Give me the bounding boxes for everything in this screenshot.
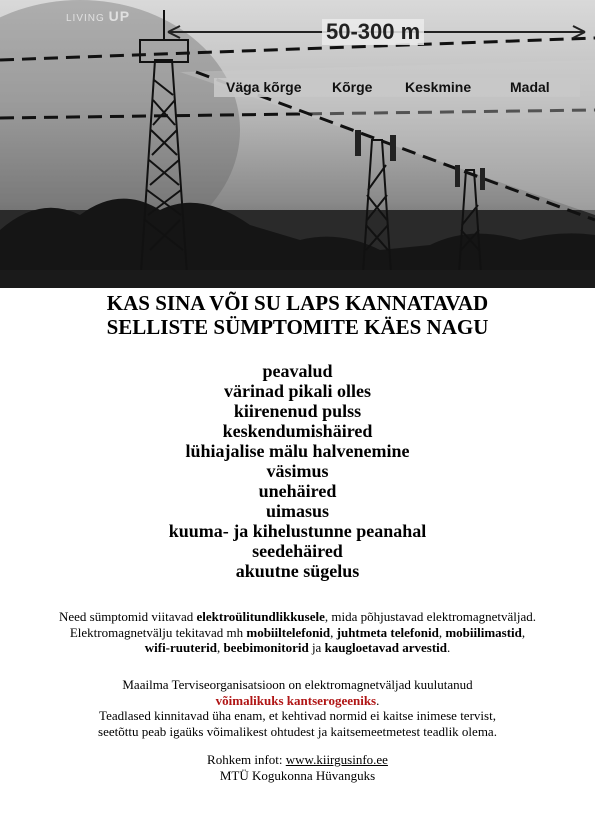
info-emphasis: wifi-ruuterid [144,640,217,655]
logo-text: LIVING [66,13,105,24]
title-line-2: SELLISTE SÜMPTOMITE KÄES NAGU [106,315,489,339]
distance-range-label: 50-300 m [322,19,424,45]
who-line-1: Maailma Terviseorganisatsioon on elektromagnetväljad kuulutanud [122,677,473,692]
symptom-item: lühiajalise mälu halvenemine [185,441,410,461]
title-line-1: KAS SINA VÕI SU LAPS KANNATAVAD [106,291,489,315]
symptom-list [0,361,595,581]
info-emphasis: mobiilimastid [445,624,522,640]
logo-text-big: UP [108,8,131,24]
info-line-1 [0,609,595,625]
radiation-level-bar [214,78,580,97]
info-text: , [521,624,526,640]
symptom-item: seedehäired [252,541,343,561]
more-info-label: Rohkem infot: [207,752,286,767]
symptom-item: akuutne sügelus [235,561,360,581]
info-text: ja [308,640,325,655]
footer [0,752,595,783]
info-text: , [330,624,337,640]
antenna-towers-photo [0,0,595,288]
more-info-line [0,752,595,768]
info-text: , [438,624,446,640]
info-emphasis: mobiiltelefonid [246,624,331,640]
page-title [0,291,595,339]
who-paragraph [0,677,595,739]
info-text: , mida põhjustavad elektromagnetväljad. [324,609,537,624]
info-emphasis: juhtmeta telefonid [336,624,439,640]
hero-image [0,0,595,288]
level-high: Kõrge [332,79,373,95]
level-medium: Keskmine [405,79,472,95]
symptom-item: kiirenenud pulss [233,401,362,421]
symptom-item: uimasus [265,501,330,521]
info-line-3 [0,640,595,656]
symptom-item: unehäired [258,481,337,501]
symptom-item: peavalud [262,361,333,381]
info-text: Need sümptomid viitavad [58,609,197,624]
info-text: . [376,692,380,708]
organization-name: MTÜ Kogukonna Hüvanguks [219,767,376,783]
symptom-item: värinad pikali olles [223,381,372,401]
who-line-4: seetõttu peab igaüks võimalikest ohtudest ja kaitsemeetmetest teadlik olema. [98,723,497,739]
symptom-item: keskendumishäired [222,421,373,441]
level-low: Madal [510,79,550,95]
who-line-2 [0,693,595,709]
symptom-item: kuuma- ja kihelustunne peanahal [168,521,427,541]
brand-logo [66,8,130,24]
level-very-high: Väga kõrge [226,79,302,95]
info-emphasis: beebimonitorid [223,640,309,655]
symptom-item: väsimus [266,461,329,481]
who-line-3: Teadlased kinnitavad üha enam, et kehtivad normid ei kaitse inimese tervist, [99,708,496,723]
info-emphasis: kaugloetavad arvestid [324,640,447,655]
info-line-2 [0,625,595,641]
website-link[interactable]: www.kiirgusinfo.ee [285,752,388,767]
emf-sources-paragraph [0,609,595,656]
info-text: Elektromagnetvälju tekitavad mh [69,624,247,640]
info-emphasis: elektroülitundlikkusele [196,609,325,624]
carcinogen-highlight: võimalikuks kantserogeeniks [215,692,377,708]
info-text: , [216,640,224,655]
info-text: . [447,640,451,655]
